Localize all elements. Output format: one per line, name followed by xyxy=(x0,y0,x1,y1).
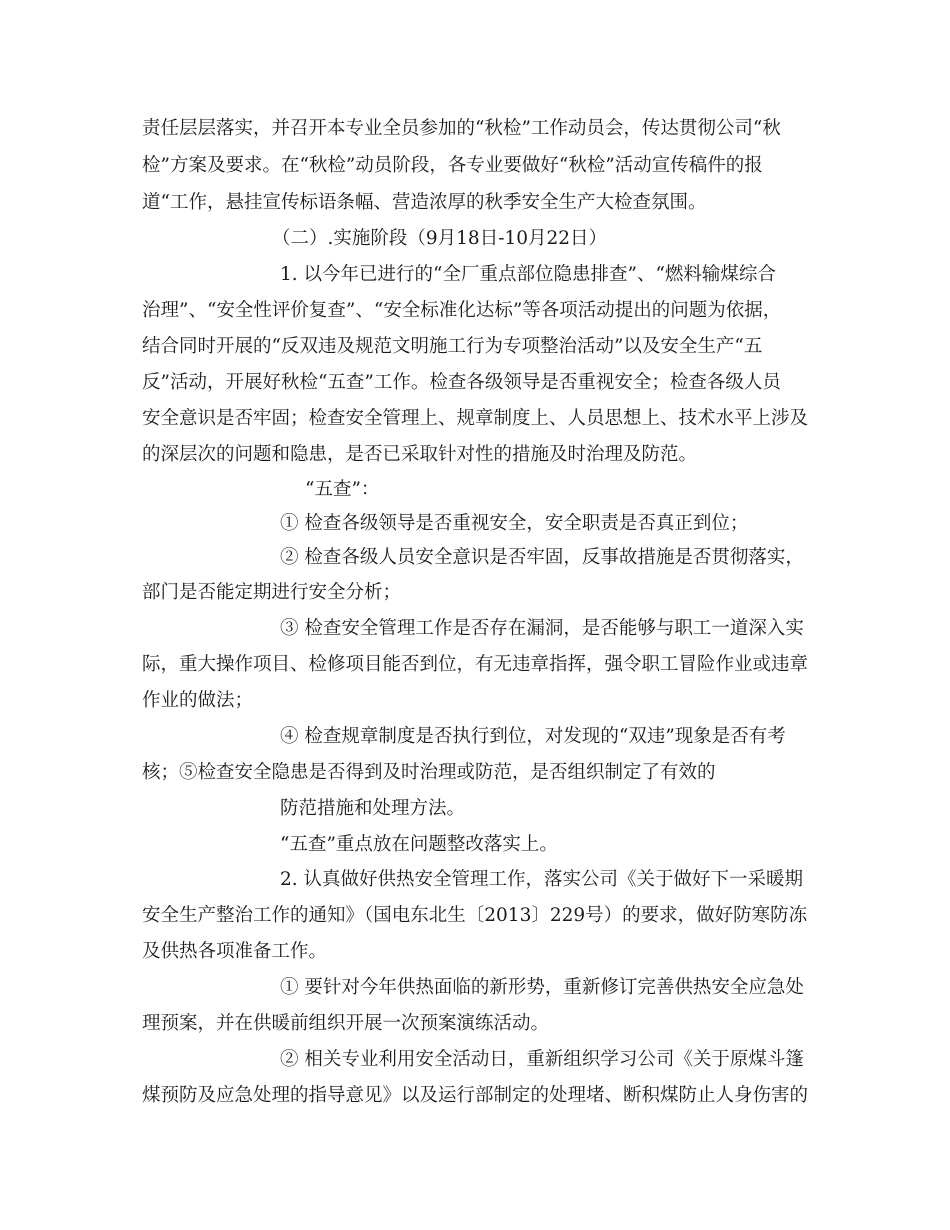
paragraph-line: 防范措施和处理方法。 xyxy=(280,798,466,819)
paragraph-line: 际，重大操作项目、检修项目能否到位，有无违章指挥，强令职工冒险作业或违章 xyxy=(142,654,809,675)
paragraph-line: 1. 以今年已进行的“全厂重点部位隐患排查”、“燃料输煤综合 xyxy=(280,264,776,285)
list-item: ① 要针对今年供热面临的新形势，重新修订完善供热安全应急处 xyxy=(280,977,804,998)
paragraph-line: 2. 认真做好供热安全管理工作，落实公司《关于做好下一采暖期 xyxy=(280,869,804,890)
list-item: ② 检查各级人员安全意识是否牢固，反事故措施是否贯彻落实， xyxy=(280,547,804,568)
paragraph-line: 煤预防及应急处理的指导意见》以及运行部制定的处理堵、断积煤防止人身伤害的 xyxy=(142,1085,809,1106)
section-heading: （二）.实施阶段（9月18日-10月22日） xyxy=(272,228,608,249)
paragraph-line: 核；⑤检查安全隐患是否得到及时治理或防范，是否组织制定了有效的 xyxy=(142,762,716,783)
list-item: ④ 检查规章制度是否执行到位，对发现的“双违”现象是否有考 xyxy=(280,726,786,747)
paragraph-line: 及供热各项准备工作。 xyxy=(142,941,328,962)
list-item: ② 相关专业利用安全活动日，重新组织学习公司《关于原煤斗篷 xyxy=(280,1049,804,1070)
paragraph-line: 治理”、“安全性评价复查”、“安全标准化达标”等各项活动提出的问题为依据， xyxy=(142,300,782,321)
paragraph-line: “五查”重点放在问题整改落实上。 xyxy=(280,834,558,855)
paragraph-line: 责任层层落实，并召开本专业全员参加的“秋检”工作动员会，传达贯彻公司“秋 xyxy=(142,118,781,139)
paragraph-line: 作业的做法； xyxy=(142,690,254,711)
paragraph-line: 的深层次的问题和隐患，是否已采取针对性的措施及时治理及防范。 xyxy=(142,444,698,465)
paragraph-line: 结合同时开展的“反双违及规范文明施工行为专项整治活动”以及安全生产“五 xyxy=(142,336,763,357)
paragraph-line: 检”方案及要求。在“秋检”动员阶段，各专业要做好“秋检”活动宣传稿件的报 xyxy=(142,155,763,176)
paragraph-line: 安全意识是否牢固；检查安全管理上、规章制度上、人员思想上、技术水平上涉及 xyxy=(142,408,809,429)
list-item: ① 检查各级领导是否重视安全，安全职责是否真正到位； xyxy=(280,513,749,534)
paragraph-line: 安全生产整治工作的通知》（国电东北生〔2013〕229号）的要求，做好防寒防冻 xyxy=(142,905,808,926)
paragraph-line: 道“工作，悬挂宣传标语条幅、营造浓厚的秋季安全生产大检查氛围。 xyxy=(142,192,707,213)
paragraph-line: 反”活动，开展好秋检“五查”工作。检查各级领导是否重视安全；检查各级人员 xyxy=(142,372,781,393)
paragraph-line: 理预案，并在供暖前组织开展一次预案演练活动。 xyxy=(142,1013,550,1034)
list-heading: “五查”： xyxy=(305,479,380,500)
paragraph-line: 部门是否能定期进行安全分析； xyxy=(142,582,402,603)
list-item: ③ 检查安全管理工作是否存在漏洞，是否能够与职工一道深入实 xyxy=(280,618,804,639)
